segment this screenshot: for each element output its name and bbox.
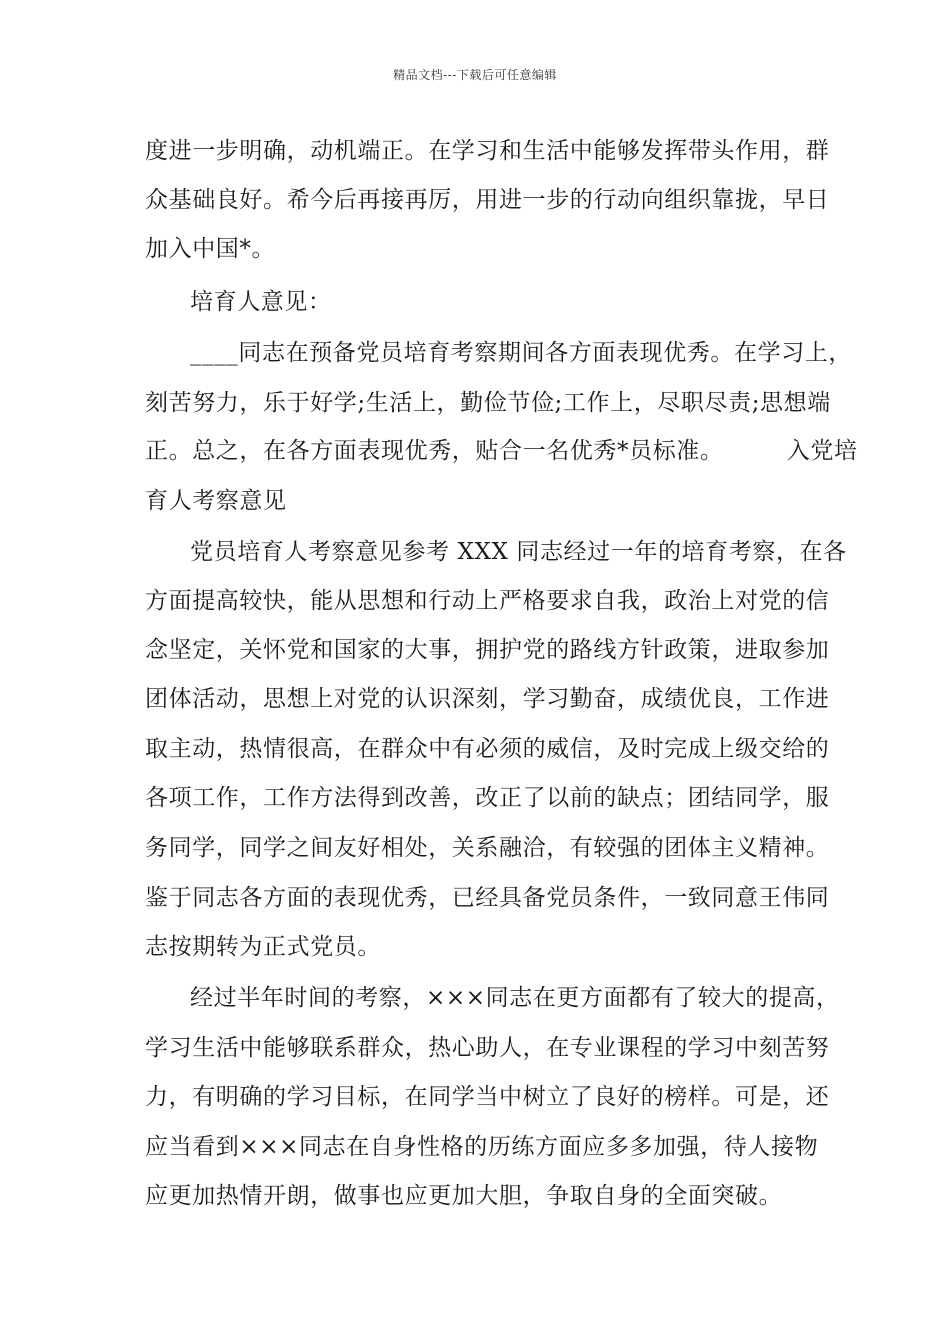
text-line: 加入中国*。	[145, 236, 276, 262]
text-line: 念坚定，关怀党和国家的大事，拥护党的路线方针政策，进取参加	[145, 637, 830, 663]
text-line: 志按期转为正式党员。	[145, 934, 381, 960]
text-line: 务同学，同学之间友好相处，关系融洽，有较强的团体主义精神。	[145, 835, 830, 861]
text-line: 度进一步明确，动机端正。在学习和生活中能够发挥带头作用，群	[145, 138, 830, 164]
text-line: 育人考察意见	[145, 488, 287, 514]
text-line: 各项工作，工作方法得到改善，改正了以前的缺点；团结同学，服	[145, 785, 830, 811]
text-line: 力，有明确的学习目标，在同学当中树立了良好的榜样。可是，还	[145, 1084, 830, 1110]
text-line: 众基础良好。希今后再接再厉，用进一步的行动向组织靠拢，早日	[145, 187, 830, 213]
page-header: 精品文档---下载后可任意编辑	[393, 68, 557, 82]
text-line: 取主动，热情很高，在群众中有必须的威信，及时完成上级交给的	[145, 736, 830, 762]
text-line: 培育人意见：	[190, 289, 332, 315]
text-line: 应当看到×××同志在自身性格的历练方面应多多加强，待人接物	[145, 1134, 819, 1160]
text-line: ____同志在预备党员培育考察期间各方面表现优秀。在学习上，	[190, 340, 852, 366]
text-line: 鉴于同志各方面的表现优秀，已经具备党员条件，一致同意王伟同	[145, 885, 830, 911]
text-line: 刻苦努力，乐于好学;生活上，勤俭节俭;工作上，尽职尽责;思想端	[145, 390, 831, 416]
text-line: 应更加热情开朗，做事也应更加大胆，争取自身的全面突破。	[145, 1183, 783, 1209]
text-line: 学习生活中能够联系群众，热心助人，在专业课程的学习中刻苦努	[145, 1035, 830, 1061]
text-line: 经过半年时间的考察，×××同志在更方面都有了较大的提高，	[190, 985, 840, 1011]
text-line: 方面提高较快，能从思想和行动上严格要求自我，政治上对党的信	[145, 588, 830, 614]
text-line: 团体活动，思想上对党的认识深刻，学习勤奋，成绩优良，工作进	[145, 686, 830, 712]
text-line: 党员培育人考察意见参考 XXX 同志经过一年的培育考察，在各	[190, 539, 847, 565]
text-line: 正。总之，在各方面表现优秀，贴合一名优秀*员标准。 入党培	[145, 438, 858, 464]
